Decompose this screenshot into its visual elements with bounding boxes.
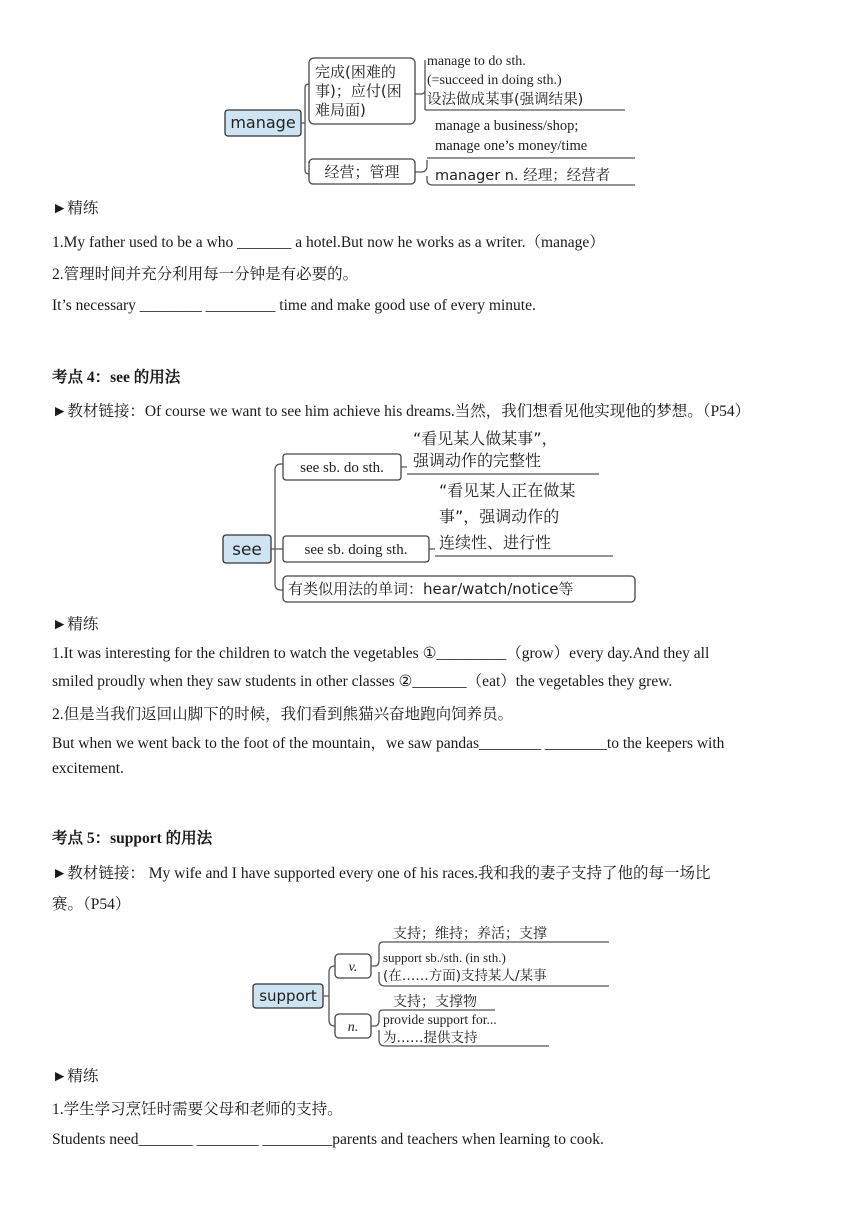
support-n-item2: provide support for... [383,1012,497,1027]
see-diagram [215,424,645,604]
manage-question-2-cn: 2.管理时间并充分利用每一分钟是有必要的。 [52,266,359,283]
manage-question-1: 1.My father used to be a who _______ a hotel.But now he works as a writer.（manage） [52,234,605,251]
support-n-item3: 为……提供支持 [383,1030,478,1046]
manage-question-2-en: It’s necessary ________ _________ time and make good use of every minute. [52,297,536,314]
manage-branch1-item1: manage to do sth. [427,54,526,69]
see-item2: see sb. doing sth. [304,542,408,558]
support-n-item1: 支持；支撑物 [393,994,477,1010]
see-item1: see sb. do sth. [300,460,384,476]
manage-branch2-item2: manage one’s money/time [435,138,588,154]
practice-label-3: ►精练 [52,1068,99,1085]
see-question-2-cn: 2.但是当我们返回山脚下的时候，我们看到熊猫兴奋地跑向饲养员。 [52,706,514,723]
support-diagram [245,920,615,1050]
manage-branch1-line1: 完成(困难的 [315,63,396,81]
support-heading: 考点 5：support 的用法 [52,830,213,847]
support-v-label: v. [348,960,358,975]
support-v-item2: support sb./sth. (in sth.) [383,950,506,965]
see-item1-desc-line1: “看见某人做某事”， [413,429,558,448]
see-textbook-link: ►教材链接：Of course we want to see him achieve his dreams.当然，我们想看见他实现他的梦想。（P54） [52,403,751,420]
see-item3: 有类似用法的单词：hear/watch/notice等 [288,580,574,598]
see-root: see [232,540,262,560]
manage-branch2-item1: manage a business/shop; [435,118,579,134]
support-question-1-cn: 1.学生学习烹饪时需要父母和老师的支持。 [52,1101,343,1118]
see-item2-desc-line3: 连续性、进行性 [439,533,552,552]
see-item2-desc-line2: 事”，强调动作的 [439,507,560,526]
see-question-2-en-line2: excitement. [52,760,124,777]
support-textbook-link-line2: 赛。（P54） [52,896,131,913]
manage-branch1-line2: 事)；应付(困 [315,82,402,100]
support-v-item1: 支持；维持；养活；支撑 [393,926,547,942]
support-v-item3: (在……方面)支持某人/某事 [383,968,547,984]
support-textbook-link-line1: ►教材链接： My wife and I have supported every one of his races.我和我的妻子支持了他的每一场比 [52,865,711,882]
see-item2-desc-line1: “看见某人正在做某 [439,481,576,500]
manage-branch1-line3: 难局面) [315,101,366,119]
see-question-1-line1: 1.It was interesting for the children to watch the vegetables ①_________（grow）every day.And they all [52,645,710,662]
see-question-1-line2: smiled proudly when they saw students in other classes ②_______（eat）the vegetables they grew. [52,673,673,690]
see-heading: 考点 4：see 的用法 [52,369,181,386]
manage-branch2-note: manager n. 经理；经营者 [435,168,611,184]
manage-branch1-item2: (=succeed in doing sth.) [427,73,562,88]
see-item1-desc-line2: 强调动作的完整性 [413,451,542,470]
practice-label-2: ►精练 [52,616,99,633]
practice-label-1: ►精练 [52,200,99,217]
manage-root: manage [230,113,296,132]
manage-branch1-item3: 设法做成某事(强调结果) [427,92,584,108]
support-question-1-en: Students need_______ ________ _________parents and teachers when learning to cook. [52,1131,604,1148]
support-n-label: n. [347,1020,359,1035]
manage-diagram [215,48,645,190]
manage-branch2-label: 经营；管理 [324,163,400,181]
support-root: support [259,987,317,1005]
see-question-2-en-line1: But when we went back to the foot of the mountain，we saw pandas________ ________to the keepers with [52,735,725,752]
